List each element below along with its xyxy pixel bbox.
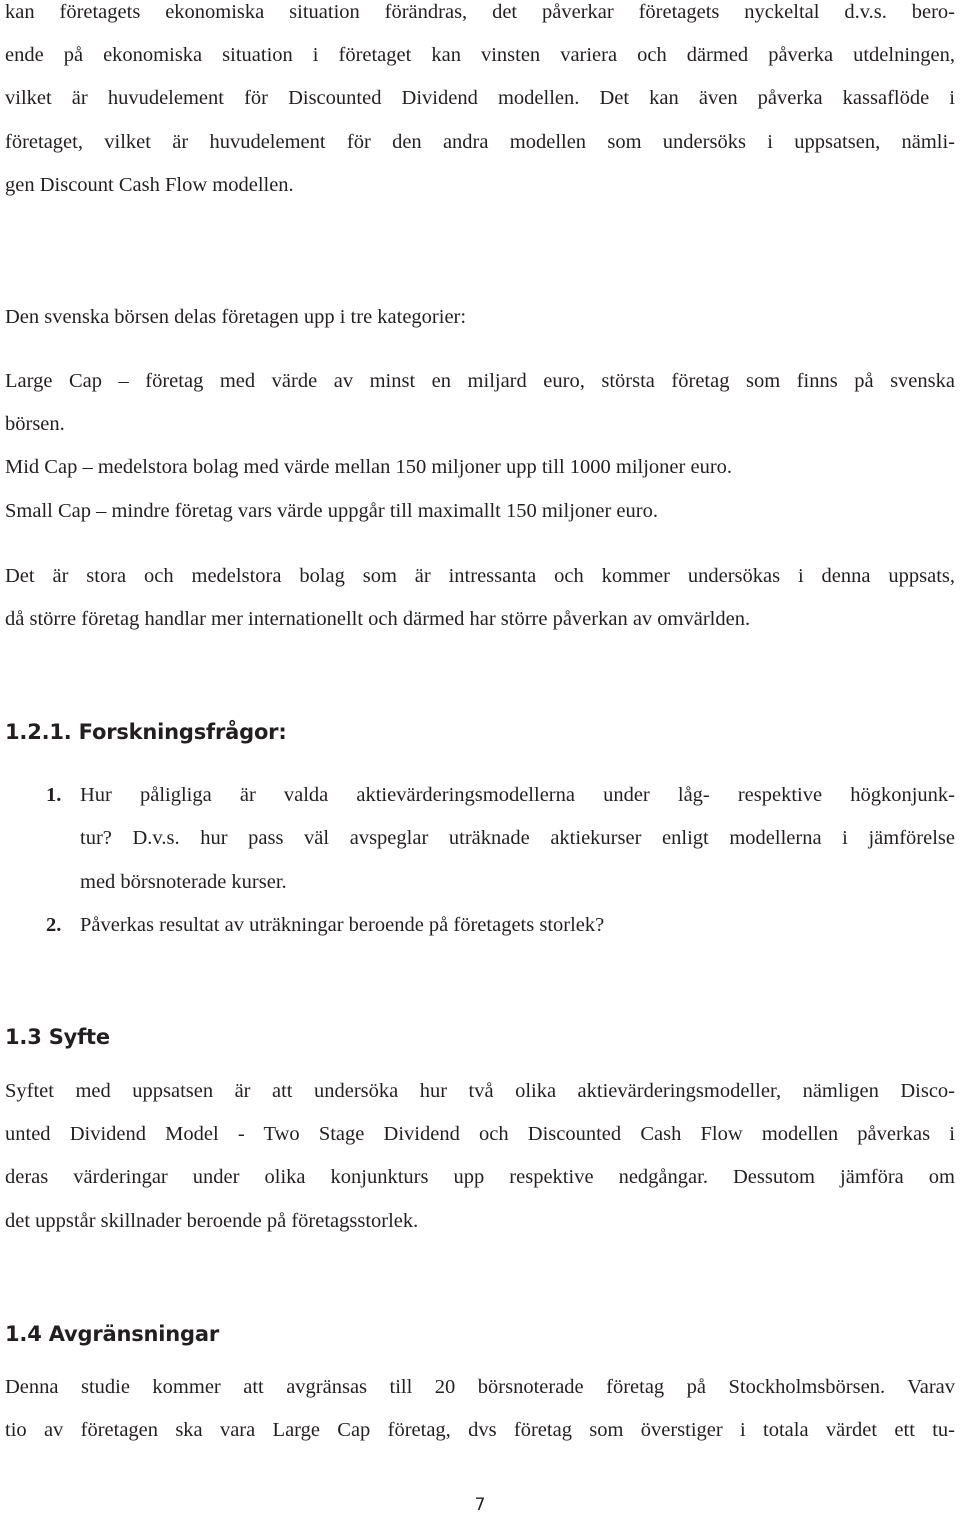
body-text-line: tio av företagen ska vara Large Cap företag, dvs företag som överstiger i totala värdet ett tu-	[5, 1419, 955, 1441]
body-text-line: då större företag handlar mer internationellt och därmed har större påverkan av omvärlden.	[5, 608, 751, 630]
body-text-line: Syftet med uppsatsen är att undersöka hur två olika aktievärderingsmodeller, nämligen Disco-	[5, 1080, 955, 1102]
body-text-line: Den svenska börsen delas företagen upp i tre kategorier:	[5, 306, 467, 328]
section-heading-avgransningar: 1.4 Avgränsningar	[5, 1322, 219, 1346]
body-text-line: deras värderingar under olika konjunkturs upp respektive nedgångar. Dessutom jämföra om	[5, 1166, 955, 1188]
category-large-cap-cont: börsen.	[5, 413, 65, 435]
list-item-line: Påverkas resultat av uträkningar beroende på företagets storlek?	[80, 914, 605, 936]
body-text-line: gen Discount Cash Flow modellen.	[5, 174, 294, 196]
body-text-line: det uppstår skillnader beroende på företagsstorlek.	[5, 1210, 419, 1232]
body-text-line: Det är stora och medelstora bolag som är intressanta och kommer undersökas i denna uppsats,	[5, 565, 955, 587]
list-item-line: med börsnoterade kurser.	[80, 871, 287, 893]
body-text-line: vilket är huvudelement för Discounted Dividend modellen. Det kan även påverka kassaflöde i	[5, 87, 955, 109]
body-text-line: Denna studie kommer att avgränsas till 20 börsnoterade företag på Stockholmsbörsen. Varav	[5, 1376, 955, 1398]
body-text-line: ende på ekonomiska situation i företaget kan vinsten variera och därmed påverka utdelningen,	[5, 44, 955, 66]
list-item-line: Hur påligliga är valda aktievärderingsmodellerna under låg- respektive högkonjunk-	[80, 784, 955, 806]
category-large-cap: Large Cap – företag med värde av minst en miljard euro, största företag som finns på svenska	[5, 370, 955, 392]
body-text-line: unted Dividend Model - Two Stage Dividend och Discounted Cash Flow modellen påverkas i	[5, 1123, 955, 1145]
category-small-cap: Small Cap – mindre företag vars värde uppgår till maximallt 150 miljoner euro.	[5, 500, 658, 522]
list-item-number: 2.	[46, 914, 62, 936]
category-mid-cap: Mid Cap – medelstora bolag med värde mellan 150 miljoner upp till 1000 miljoner euro.	[5, 456, 733, 478]
body-text-line: kan företagets ekonomiska situation förändras, det påverkar företagets nyckeltal d.v.s. bero-	[5, 1, 955, 23]
page-number: 7	[474, 1495, 486, 1515]
list-item-number: 1.	[46, 784, 62, 806]
section-heading-forskningsfragor: 1.2.1. Forskningsfrågor:	[5, 720, 287, 744]
section-heading-syfte: 1.3 Syfte	[5, 1025, 110, 1049]
body-text-line: företaget, vilket är huvudelement för den andra modellen som undersöks i uppsatsen, nämli-	[5, 131, 955, 153]
list-item-line: tur? D.v.s. hur pass väl avspeglar uträknade aktiekurser enligt modellerna i jämförelse	[80, 827, 955, 849]
